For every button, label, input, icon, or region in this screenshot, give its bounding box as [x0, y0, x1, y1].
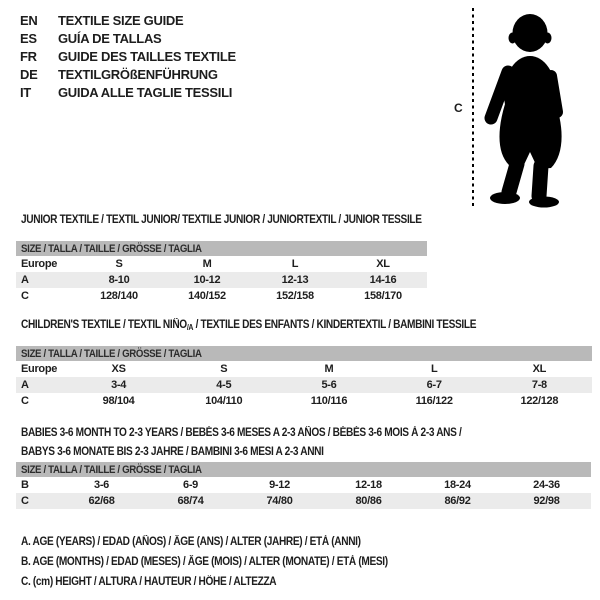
table-row-height: C 128/140 140/152 152/158 158/170 — [21, 290, 402, 302]
table-row-europe: Europe XS S M L XL — [21, 363, 547, 375]
legend-footnotes — [21, 532, 438, 592]
size-header-row — [16, 241, 427, 256]
language-code: DE — [20, 67, 38, 82]
language-title: GUÍA DE TALLAS — [58, 31, 162, 46]
table-row-europe: Europe S M L XL — [21, 258, 390, 270]
children-section-title: CHILDREN'S TEXTILE / TEXTIL $NIÑO_{/A}$ / TEXTILE DES ENFANTS / KINDERTEXTIL / BAMBINI TESSILE — [21, 319, 477, 332]
language-title: GUIDA ALLE TAGLIE TESSILI — [58, 85, 233, 100]
language-row — [20, 30, 236, 48]
junior-size-table — [16, 241, 427, 304]
size-header-label: SIZE / TALLA / TAILLE / GRÖSSE / TAGLIA — [21, 347, 202, 360]
babies-size-table — [16, 462, 591, 509]
table-row-age-years: A 8-10 10-12 12-13 14-16 — [16, 272, 427, 288]
language-title: TEXTILGRÖßENFÜHRUNG — [58, 67, 218, 82]
footnote-age-months: B. AGE (MONTHS) / EDAD (MESES) / ÂGE (MOIS) / ALTER (MONATE) / ETÀ (MESI) — [21, 556, 388, 568]
language-title: GUIDE DES TAILLES TEXTILE — [58, 49, 236, 64]
footnote-age-years: A. AGE (YEARS) / EDAD (AÑOS) / ÂGE (ANS) / ALTER (JAHRE) / ETÀ (ANNI) — [21, 536, 361, 548]
size-header-row — [16, 462, 591, 477]
language-row — [20, 48, 236, 66]
language-row — [20, 66, 236, 84]
language-code: ES — [20, 31, 37, 46]
language-code: EN — [20, 13, 38, 28]
table-row-age-years: A 3-4 4-5 5-6 6-7 7-8 — [16, 377, 592, 393]
table-row-height: C 98/104 104/110 110/116 116/122 122/128 — [21, 395, 559, 407]
size-header-label: SIZE / TALLA / TAILLE / GRÖSSE / TAGLIA — [21, 463, 202, 476]
children-size-table — [16, 346, 592, 409]
toddler-silhouette-icon — [478, 6, 578, 208]
footnote-height: C. (cm) HEIGHT / ALTURA / HAUTEUR / HÖHE / ALTEZZA — [21, 576, 277, 588]
language-title: TEXTILE SIZE GUIDE — [58, 13, 184, 28]
language-code: IT — [20, 85, 31, 100]
size-header-label: SIZE / TALLA / TAILLE / GRÖSSE / TAGLIA — [21, 242, 202, 255]
table-row-age-months: B 3-6 6-9 9-12 12-18 18-24 24-36 — [21, 479, 560, 491]
height-measure-dashed-line — [472, 8, 474, 208]
size-header-row — [16, 346, 592, 361]
height-measure-label: C — [454, 101, 463, 115]
language-row — [20, 84, 236, 102]
table-row-height: C 62/68 68/74 74/80 80/86 86/92 92/98 — [16, 493, 591, 509]
language-title-list — [20, 12, 236, 102]
babies-section-title: BABIES 3-6 MONTH TO 2-3 YEARS / BEBÉS 3-6 MESES A 2-3 AÑOS / BÉBÉS 3-6 MOIS À 2-3 ANS / BABYS 3-6 MONATE BIS 2-3 JAHRE / BAMBINI 3-6 MESI A 2-3 ANNI — [21, 427, 462, 458]
language-code: FR — [20, 49, 37, 64]
junior-section-title: JUNIOR TEXTILE / TEXTIL JUNIOR/ TEXTILE JUNIOR / JUNIORTEXTIL / JUNIOR TESSILE — [21, 214, 422, 226]
language-row — [20, 12, 236, 30]
